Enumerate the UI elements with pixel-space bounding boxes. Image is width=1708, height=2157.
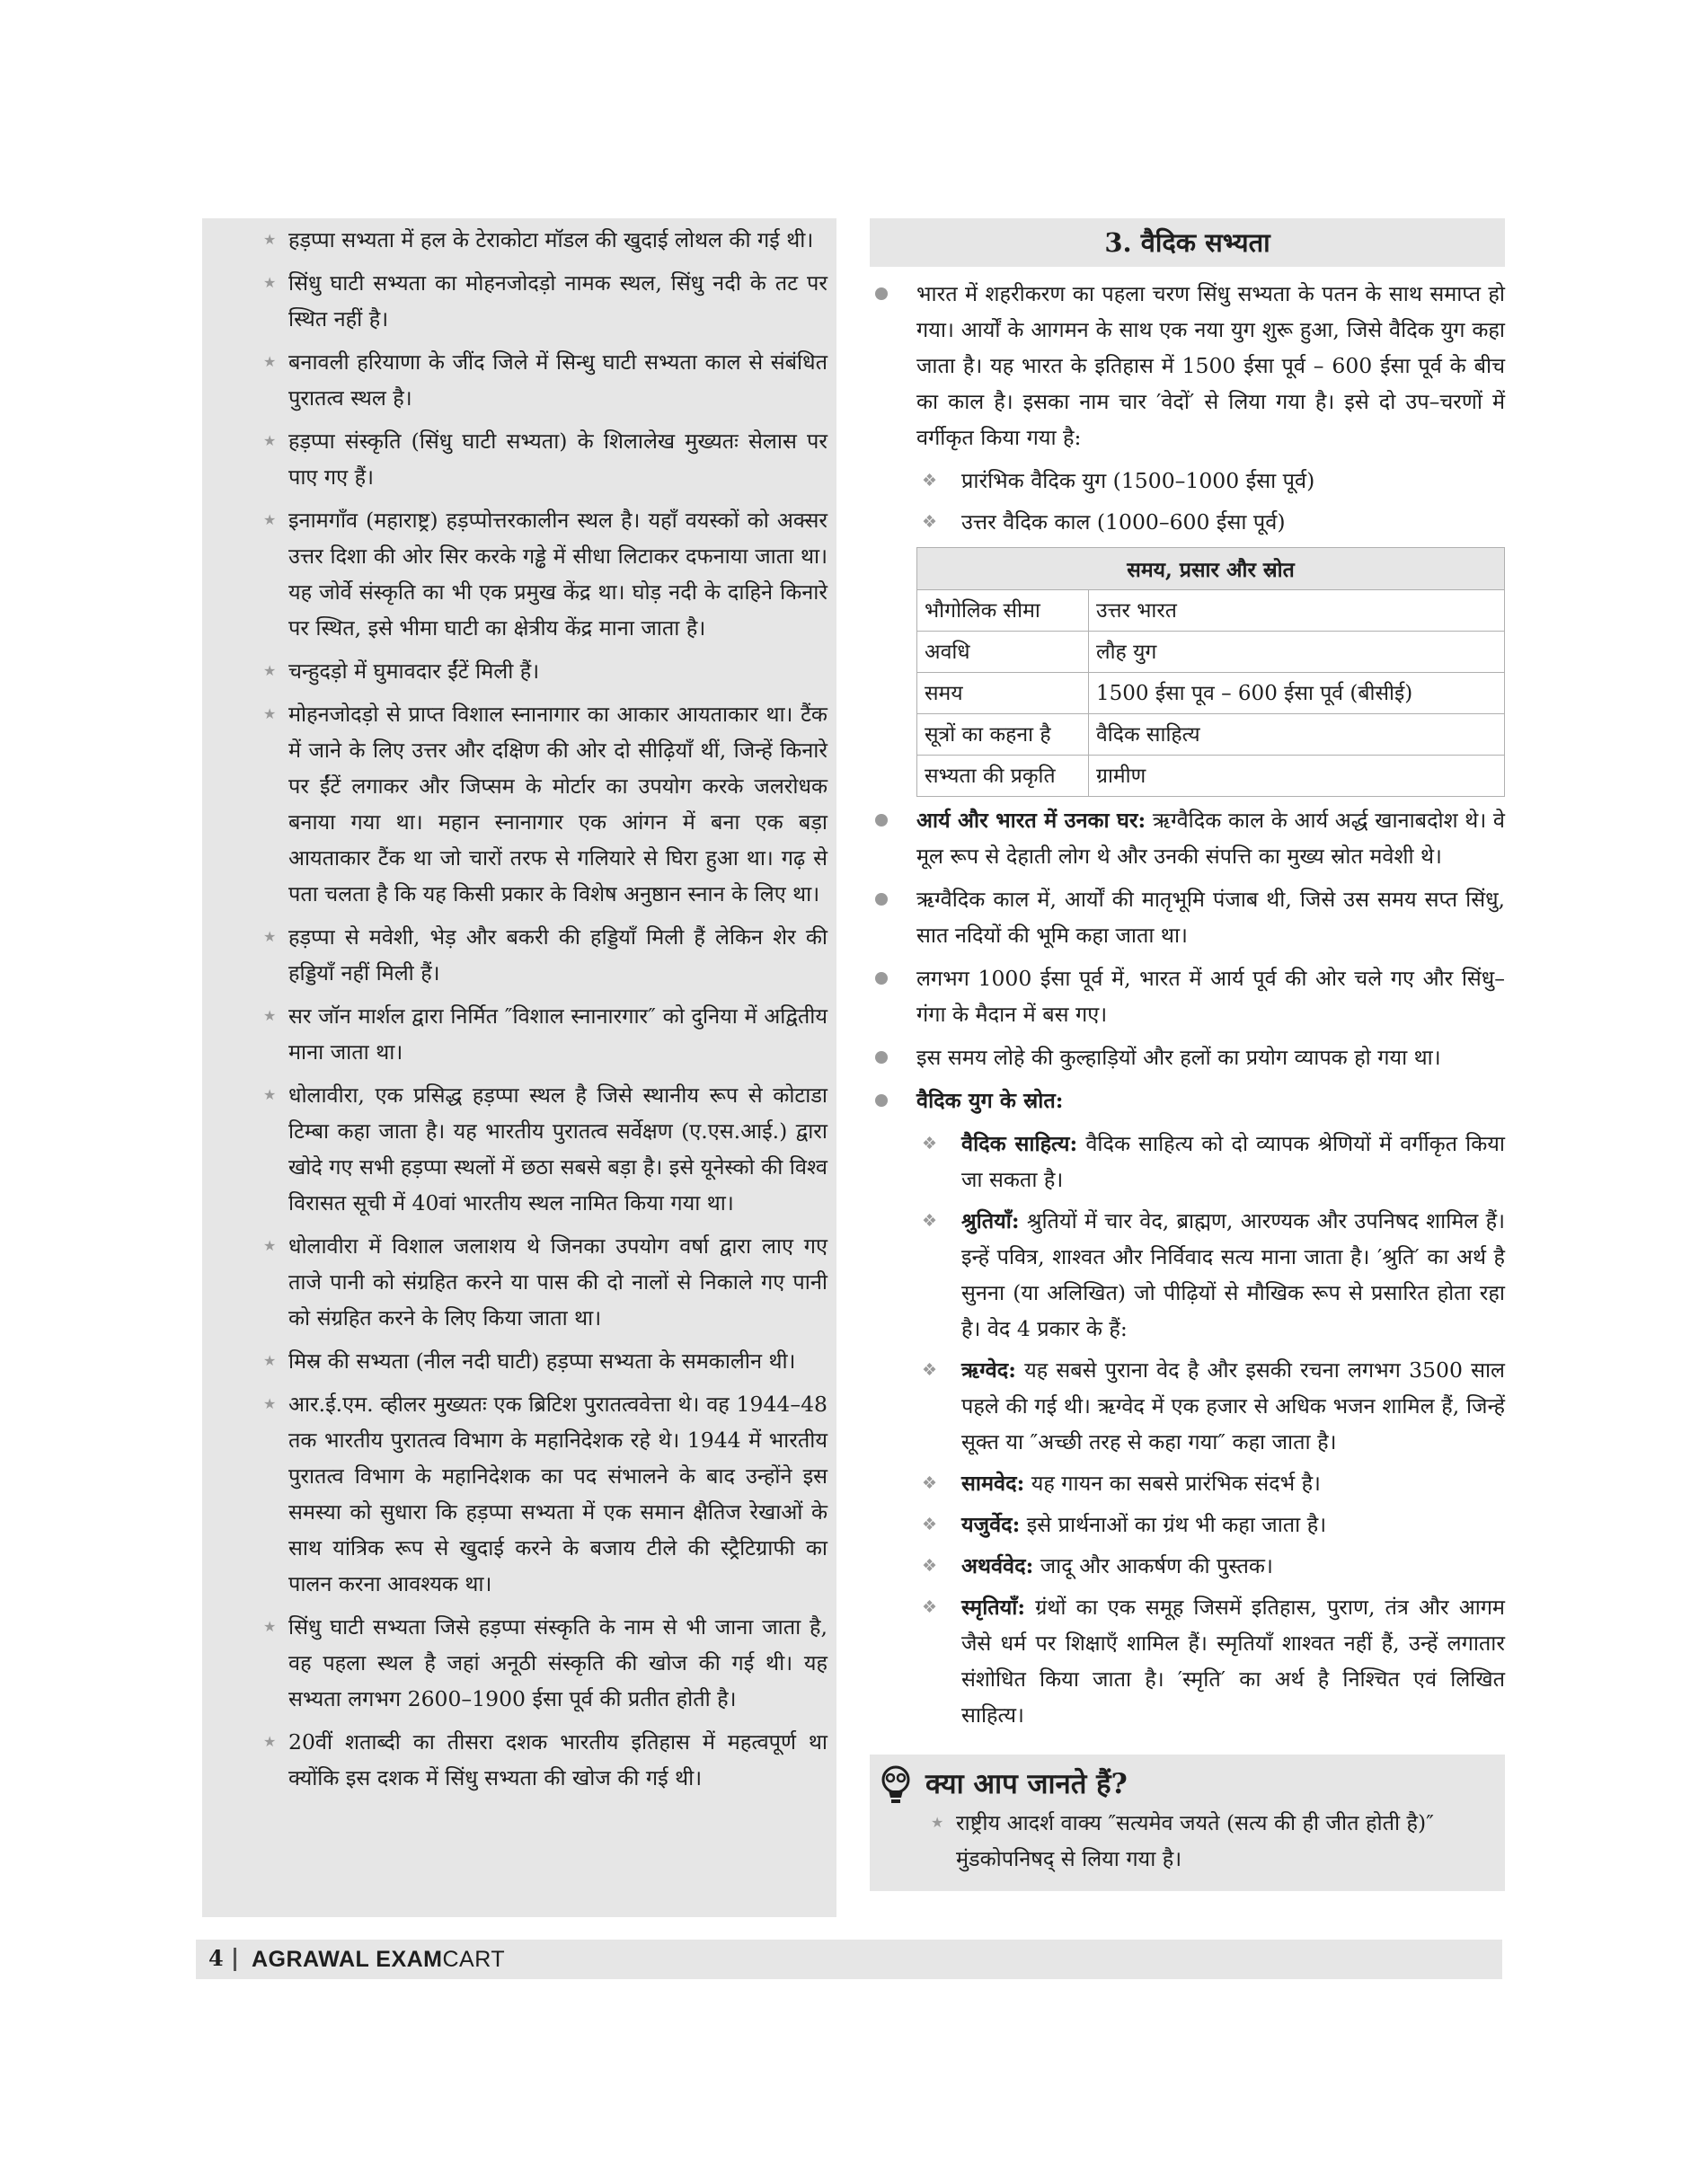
source-item: ❖ स्मृतियाँ: ग्रंथों का एक समूह जिसमें इतिहास, पुराण, तंत्र और आगम जैसे धर्म पर शिक्षाएँ शामिल हैं। स्मृतियाँ शाश्वत नहीं हैं, उन्हें लगातार संशोधित किया जाता है। ′स्मृति′ का अर्थ है निश्चित एवं लिखित साहित्य। xyxy=(870,1589,1505,1733)
footer-divider xyxy=(234,1948,236,1971)
table-row: सूत्रों का कहना है वैदिक साहित्य xyxy=(917,714,1505,756)
did-you-know-heading: क्या आप जानते हैं? xyxy=(870,1764,1505,1805)
left-column xyxy=(202,218,836,1917)
table-row: समय 1500 ईसा पूव – 600 ईसा पूर्व (बीसीई) xyxy=(917,673,1505,714)
star-icon: ★ xyxy=(263,432,277,449)
brand-logo: AGRAWAL EXAMCART xyxy=(252,1947,506,1972)
diamond-icon: ❖ xyxy=(922,471,938,491)
table-header: समय, प्रसार और स्रोत xyxy=(917,548,1505,590)
phase-item: ❖ उत्तर वैदिक काल (1000–600 ईसा पूर्व) xyxy=(870,504,1505,540)
diamond-icon: ❖ xyxy=(922,1360,938,1380)
list-item: ★ सिंधु घाटी सभ्यता जिसे हड़प्पा संस्कृति के नाम से भी जाना जाता है, वह पहला स्थल है जहां अनूठी संस्कृति की खोज की गई थी। यह सभ्यता लगभग 2600–1900 ईसा पूर्व की प्रतीत होती है। xyxy=(202,1609,836,1717)
page-number: 4 xyxy=(208,1945,224,1971)
star-icon: ★ xyxy=(263,353,277,370)
list-item: ★ सिंधु घाटी सभ्यता का मोहनजोदड़ो नामक स्थल, सिंधु नदी के तट पर स्थित नहीं है। xyxy=(202,265,836,337)
dot-icon xyxy=(875,972,888,985)
list-item: ★ धोलावीरा, एक प्रसिद्ध हड़प्पा स्थल है जिसे स्थानीय रूप से कोटाडा टिम्बा कहा जाता है। यह भारतीय पुरातत्व सर्वेक्षण (ए.एस.आई.) द्वारा खोदे गए सभी हड़प्पा स्थलों में छठा सबसे बड़ा है। इसे यूनेस्को की विश्व विरासत सूची में 40वां भारतीय स्थल नामित किया गया था। xyxy=(202,1077,836,1221)
diamond-icon: ❖ xyxy=(922,1515,938,1534)
intro-paragraph: भारत में शहरीकरण का पहला चरण सिंधु सभ्यता के पतन के साथ समाप्त हो गया। आर्यों के आगमन के साथ एक नया युग शुरू हुआ, जिसे वैदिक युग कहा जाता है। यह भारत के इतिहास में 1500 ईसा पूर्व – 600 ईसा पूर्व के बीच का काल है। इसका नाम चार ′वेदों′ से लिया गया है। इसे दो उप–चरणों में वर्गीकृत किया गया है: xyxy=(870,276,1505,455)
star-icon: ★ xyxy=(263,1086,277,1103)
list-item: ★ हड़प्पा संस्कृति (सिंधु घाटी सभ्यता) के शिलालेख मुख्यतः सेलास पर पाए गए हैं। xyxy=(202,423,836,495)
dot-icon xyxy=(875,1094,888,1107)
dot-icon xyxy=(875,287,888,300)
star-icon: ★ xyxy=(263,274,277,291)
section-title: 3. वैदिक सभ्यता xyxy=(870,218,1505,267)
source-item: ❖ अथर्ववेद: जादू और आकर्षण की पुस्तक। xyxy=(870,1548,1505,1584)
list-item: ★ मिस्र की सभ्यता (नील नदी घाटी) हड़प्पा सभ्यता के समकालीन थी। xyxy=(202,1343,836,1379)
source-item: ❖ सामवेद: यह गायन का सबसे प्रारंभिक संदर्भ है। xyxy=(870,1465,1505,1501)
sources-heading: वैदिक युग के स्रोत: xyxy=(870,1083,1505,1118)
list-item: ★ हड़प्पा से मवेशी, भेड़ और बकरी की हड्डियाँ मिली हैं लेकिन शेर की हड्डियाँ नहीं मिली हैं। xyxy=(202,919,836,991)
diamond-icon: ❖ xyxy=(922,1211,938,1231)
phase-item: ❖ प्रारंभिक वैदिक युग (1500–1000 ईसा पूर्व) xyxy=(870,463,1505,499)
dot-icon xyxy=(875,814,888,827)
right-column xyxy=(870,218,1505,1891)
star-icon: ★ xyxy=(263,231,277,248)
star-icon: ★ xyxy=(263,1618,277,1635)
table-row: अवधि लौह युग xyxy=(917,632,1505,673)
did-you-know-box xyxy=(870,1755,1505,1891)
star-icon: ★ xyxy=(263,1733,277,1750)
list-item: ★ इनामगाँव (महाराष्ट्र) हड़प्पोत्तरकालीन स्थल है। यहाँ वयस्कों को अक्सर उत्तर दिशा की ओर सिर करके गड्ढे में सीधा लिटाकर दफनाया जाता था। यह जोर्वे संस्कृति का भी एक प्रमुख केंद्र था। घोड़ नदी के दाहिने किनारे पर स्थित, इसे भीमा घाटी का क्षेत्रीय केंद्र माना जाता है। xyxy=(202,502,836,646)
table-row: भौगोलिक सीमा उत्तर भारत xyxy=(917,590,1505,632)
star-icon: ★ xyxy=(263,1237,277,1254)
diamond-icon: ❖ xyxy=(922,1473,938,1493)
star-icon: ★ xyxy=(931,1814,944,1831)
star-icon: ★ xyxy=(263,511,277,528)
list-item: ★ हड़प्पा सभ्यता में हल के टेराकोटा मॉडल की खुदाई लोथल की गई थी। xyxy=(202,222,836,258)
source-item: ❖ यजुर्वेद: इसे प्रार्थनाओं का ग्रंथ भी कहा जाता है। xyxy=(870,1507,1505,1543)
star-icon: ★ xyxy=(263,1352,277,1369)
list-item: ★ चन्हुदड़ो में घुमावदार ईंटें मिली हैं। xyxy=(202,653,836,689)
dot-icon xyxy=(875,1051,888,1064)
star-icon: ★ xyxy=(263,662,277,679)
list-item: लगभग 1000 ईसा पूर्व में, भारत में आर्य पूर्व की ओर चले गए और सिंधु–गंगा के मैदान में बस गए। xyxy=(870,960,1505,1032)
table-row: सभ्यता की प्रकृति ग्रामीण xyxy=(917,756,1505,797)
source-item: ❖ श्रुतियाँ: श्रुतियों में चार वेद, ब्राह्मण, आरण्यक और उपनिषद शामिल हैं। इन्हें पवित्र, शाश्वत और निर्विवाद सत्य माना जाता है। ′श्रुति′ का अर्थ है सुनना (या अलिखित) जो पीढ़ियों से मौखिक रूप से प्रसारित होता रहा है। वेद 4 प्रकार के हैं: xyxy=(870,1203,1505,1347)
star-icon: ★ xyxy=(263,705,277,722)
info-table xyxy=(916,547,1505,797)
list-item: ★ सर जॉन मार्शल द्वारा निर्मित ″विशाल स्नानारगार″ को दुनिया में अद्वितीय माना जाता था। xyxy=(202,998,836,1070)
star-icon: ★ xyxy=(263,1395,277,1412)
did-you-know-item: ★ राष्ट्रीय आदर्श वाक्य ″सत्यमेव जयते (सत्य की ही जीत होती है)″ मुंडकोपनिषद् से लिया गया है। xyxy=(870,1805,1505,1877)
lightbulb-icon xyxy=(877,1764,915,1805)
list-item: ऋग्वैदिक काल में, आर्यों की मातृभूमि पंजाब थी, जिसे उस समय सप्त सिंधु, सात नदियों की भूमि कहा जाता था। xyxy=(870,881,1505,953)
diamond-icon: ❖ xyxy=(922,1556,938,1576)
page-footer xyxy=(196,1940,1502,1979)
list-item: ★ 20वीं शताब्दी का तीसरा दशक भारतीय इतिहास में महत्वपूर्ण था क्योंकि इस दशक में सिंधु सभ्यता की खोज की गई थी। xyxy=(202,1724,836,1796)
source-item: ❖ वैदिक साहित्य: वैदिक साहित्य को दो व्यापक श्रेणियों में वर्गीकृत किया जा सकता है। xyxy=(870,1126,1505,1198)
diamond-icon: ❖ xyxy=(922,512,938,532)
star-icon: ★ xyxy=(263,928,277,945)
diamond-icon: ❖ xyxy=(922,1134,938,1154)
list-item: इस समय लोहे की कुल्हाड़ियों और हलों का प्रयोग व्यापक हो गया था। xyxy=(870,1039,1505,1075)
dot-icon xyxy=(875,893,888,906)
star-icon: ★ xyxy=(263,1007,277,1024)
diamond-icon: ❖ xyxy=(922,1597,938,1617)
list-item: ★ बनावली हरियाणा के जींद जिले में सिन्धु घाटी सभ्यता काल से संबंधित पुरातत्व स्थल है। xyxy=(202,344,836,416)
source-item: ❖ ऋग्वेद: यह सबसे पुराना वेद है और इसकी रचना लगभग 3500 साल पहले की गई थी। ऋग्वेद में एक हजार से अधिक भजन शामिल हैं, जिन्हें सूक्त या ″अच्छी तरह से कहा गया″ कहा जाता है। xyxy=(870,1352,1505,1460)
list-item: ★ धोलावीरा में विशाल जलाशय थे जिनका उपयोग वर्षा द्वारा लाए गए ताजे पानी को संग्रहित करने या पास की दो नालों से निकाले गए पानी को संग्रहित करने के लिए किया जाता था। xyxy=(202,1228,836,1336)
list-item: आर्य और भारत में उनका घर: ऋग्वैदिक काल के आर्य अर्द्ध खानाबदोश थे। वे मूल रूप से देहाती लोग थे और उनकी संपत्ति का मुख्य स्रोत मवेशी थे। xyxy=(870,802,1505,874)
list-item: ★ मोहनजोदड़ो से प्राप्त विशाल स्नानागार का आकार आयताकार था। टैंक में जाने के लिए उत्तर और दक्षिण की ओर दो सीढ़ियाँ थीं, जिन्हें किनारे पर ईंटें लगाकर और जिप्सम के मोर्टार का उपयोग करके जलरोधक बनाया गया था। महान स्नानागार एक आंगन में बना एक बड़ा आयताकार टैंक था जो चारों तरफ से गलियारे से घिरा हुआ था। गढ़ से पता चलता है कि यह किसी प्रकार के विशेष अनुष्ठान स्नान के लिए था। xyxy=(202,696,836,912)
list-item: ★ आर.ई.एम. व्हीलर मुख्यतः एक ब्रिटिश पुरातत्ववेत्ता थे। वह 1944–48 तक भारतीय पुरातत्व विभाग के महानिदेशक रहे थे। 1944 में भारतीय पुरातत्व विभाग के महानिदेशक का पद संभालने के बाद उन्होंने इस समस्या को सुधारा कि हड़प्पा सभ्यता में एक समान क्षैतिज रेखाओं के साथ यांत्रिक रूप से खुदाई करने के बजाय टीले की स्ट्रैटिग्राफी का पालन करना आवश्यक था। xyxy=(202,1386,836,1602)
